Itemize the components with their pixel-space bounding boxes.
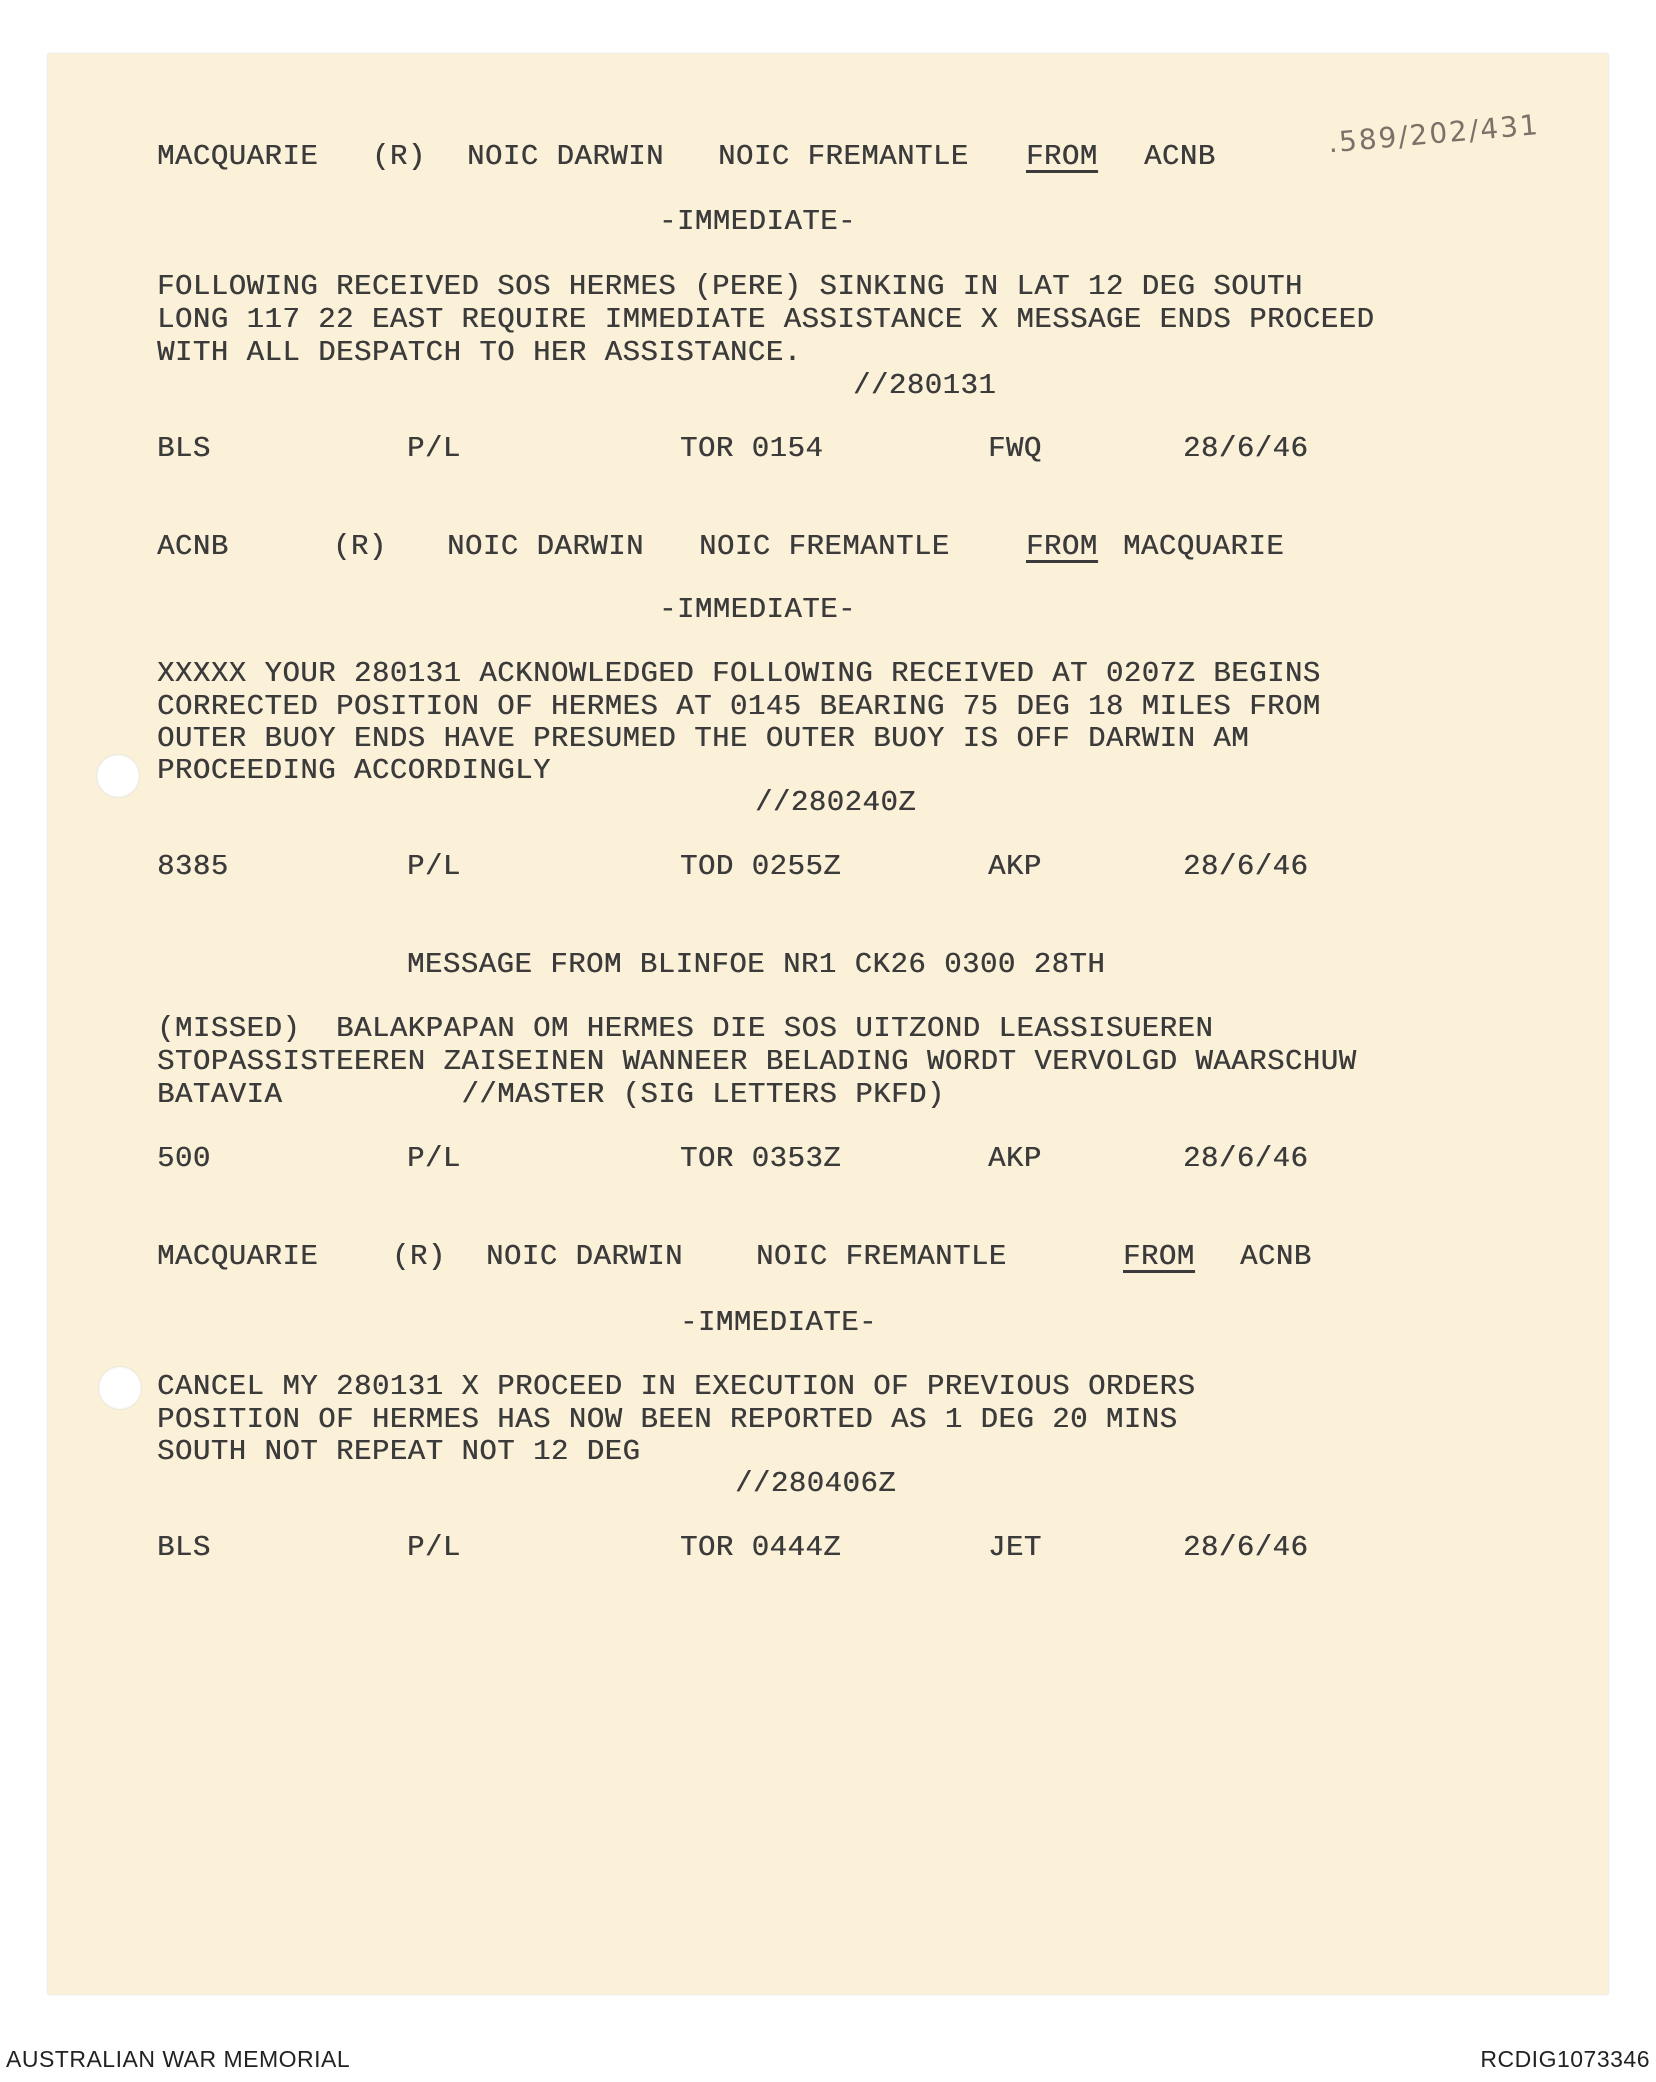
- msg4-priority: -IMMEDIATE-: [680, 1306, 877, 1339]
- msg4-from-label: FROM: [1123, 1240, 1195, 1273]
- msg1-log-operator: FWQ: [988, 432, 1042, 465]
- msg4-dtg: //280406Z: [735, 1467, 897, 1500]
- msg4-body-line2: POSITION OF HERMES HAS NOW BEEN REPORTED AS 1 DEG 20 MINS: [157, 1403, 1178, 1436]
- msg4-log-time: TOR 0444Z: [680, 1531, 842, 1564]
- msg1-log-station: BLS: [157, 432, 211, 465]
- msg3-log-pl: P/L: [407, 1142, 461, 1175]
- msg2-log-pl: P/L: [407, 850, 461, 883]
- footer-archive-name: AUSTRALIAN WAR MEMORIAL: [6, 2046, 351, 2072]
- msg4-info1: NOIC DARWIN: [486, 1240, 683, 1273]
- msg4-log-pl: P/L: [407, 1531, 461, 1564]
- msg1-dtg: //280131: [853, 369, 997, 402]
- msg1-log-pl: P/L: [407, 432, 461, 465]
- msg1-priority: -IMMEDIATE-: [659, 205, 856, 238]
- msg1-body-line2: LONG 117 22 EAST REQUIRE IMMEDIATE ASSISTANCE X MESSAGE ENDS PROCEED: [157, 303, 1375, 336]
- msg2-priority: -IMMEDIATE-: [659, 593, 856, 626]
- msg3-title: MESSAGE FROM BLINFOE NR1 CK26 0300 28TH: [407, 948, 1106, 981]
- msg4-body-line3: SOUTH NOT REPEAT NOT 12 DEG: [157, 1435, 641, 1468]
- msg3-log-operator: AKP: [988, 1142, 1042, 1175]
- punch-hole-upper: [96, 754, 140, 798]
- msg2-body-line2: CORRECTED POSITION OF HERMES AT 0145 BEARING 75 DEG 18 MILES FROM: [157, 690, 1321, 723]
- punch-hole-lower: [98, 1366, 142, 1410]
- msg4-to: MACQUARIE: [157, 1240, 319, 1273]
- msg4-info2: NOIC FREMANTLE: [756, 1240, 1007, 1273]
- msg4-from: ACNB: [1240, 1240, 1312, 1273]
- msg1-body-line3: WITH ALL DESPATCH TO HER ASSISTANCE.: [157, 336, 802, 369]
- msg1-log-date: 28/6/46: [1183, 432, 1309, 465]
- msg2-log-date: 28/6/46: [1183, 850, 1309, 883]
- msg2-to: ACNB: [157, 530, 229, 563]
- msg1-to: MACQUARIE: [157, 140, 319, 173]
- msg4-log-date: 28/6/46: [1183, 1531, 1309, 1564]
- msg1-r: (R): [372, 140, 426, 173]
- msg2-info2: NOIC FREMANTLE: [699, 530, 950, 563]
- msg1-from: ACNB: [1144, 140, 1216, 173]
- msg2-log-station: 8385: [157, 850, 229, 883]
- msg1-info1: NOIC DARWIN: [467, 140, 664, 173]
- msg3-log-station: 500: [157, 1142, 211, 1175]
- msg3-log-time: TOR 0353Z: [680, 1142, 842, 1175]
- handwritten-reference: .589/202/431: [1326, 108, 1541, 160]
- msg2-from: MACQUARIE: [1123, 530, 1285, 563]
- msg3-body-line2: STOPASSISTEEREN ZAISEINEN WANNEER BELADING WORDT VERVOLGD WAARSCHUW: [157, 1045, 1357, 1078]
- msg3-body-line1: (MISSED) BALAKPAPAN OM HERMES DIE SOS UITZOND LEASSISUEREN: [157, 1012, 1214, 1045]
- msg1-info2: NOIC FREMANTLE: [718, 140, 969, 173]
- msg2-body-line4: PROCEEDING ACCORDINGLY: [157, 754, 551, 787]
- footer-record-id: RCDIG1073346: [1480, 2046, 1650, 2072]
- msg3-body-line3: BATAVIA //MASTER (SIG LETTERS PKFD): [157, 1078, 945, 1111]
- msg2-dtg: //280240Z: [755, 786, 917, 819]
- msg2-r: (R): [333, 530, 387, 563]
- msg2-from-label: FROM: [1026, 530, 1098, 563]
- msg2-info1: NOIC DARWIN: [447, 530, 644, 563]
- msg4-r: (R): [392, 1240, 446, 1273]
- msg4-log-operator: JET: [988, 1531, 1042, 1564]
- msg4-log-station: BLS: [157, 1531, 211, 1564]
- msg2-body-line3: OUTER BUOY ENDS HAVE PRESUMED THE OUTER BUOY IS OFF DARWIN AM: [157, 722, 1250, 755]
- msg2-log-time: TOD 0255Z: [680, 850, 842, 883]
- msg1-log-time: TOR 0154: [680, 432, 824, 465]
- msg4-body-line1: CANCEL MY 280131 X PROCEED IN EXECUTION OF PREVIOUS ORDERS: [157, 1370, 1196, 1403]
- msg3-log-date: 28/6/46: [1183, 1142, 1309, 1175]
- msg2-log-operator: AKP: [988, 850, 1042, 883]
- msg2-body-line1: XXXXX YOUR 280131 ACKNOWLEDGED FOLLOWING RECEIVED AT 0207Z BEGINS: [157, 657, 1321, 690]
- msg1-body-line1: FOLLOWING RECEIVED SOS HERMES (PERE) SINKING IN LAT 12 DEG SOUTH: [157, 270, 1303, 303]
- msg1-from-label: FROM: [1026, 140, 1098, 173]
